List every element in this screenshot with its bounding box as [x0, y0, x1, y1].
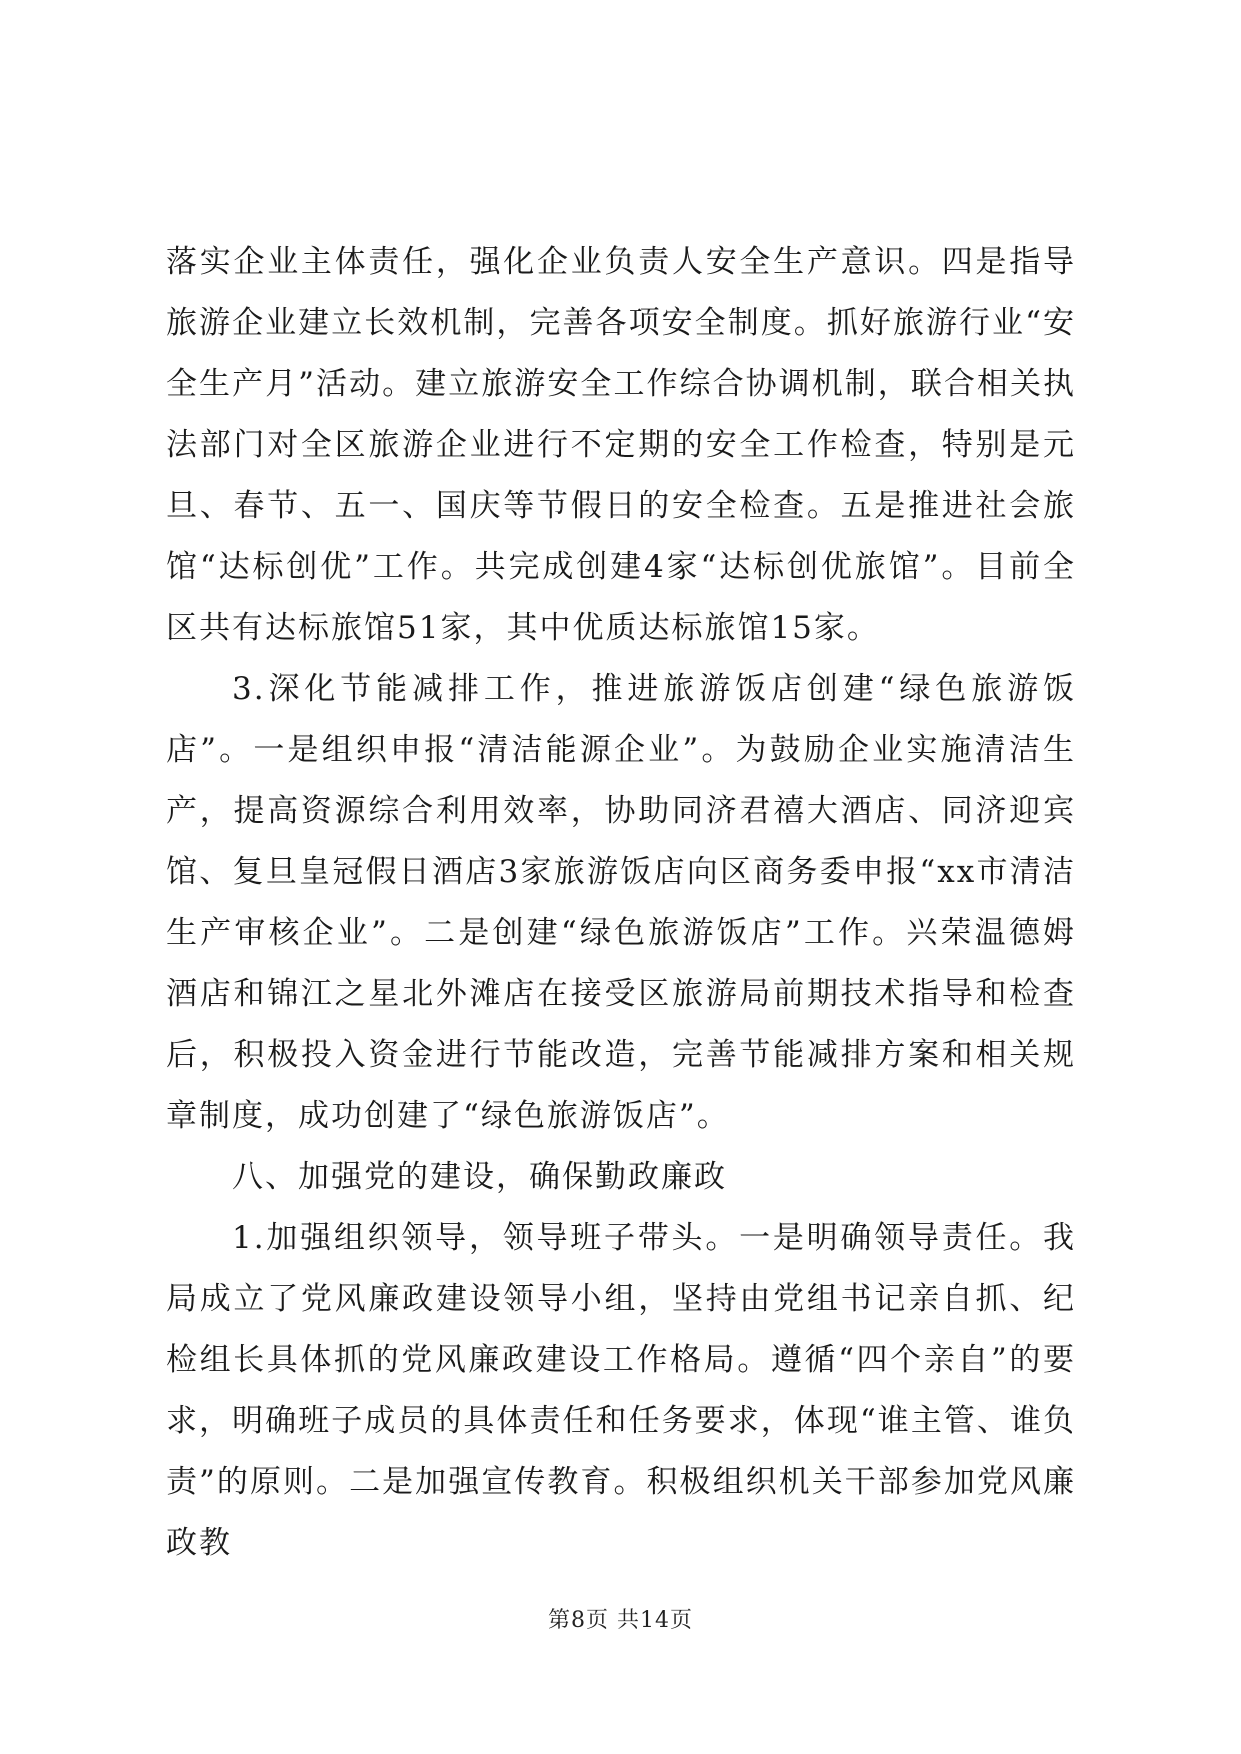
paragraph-safety-continuation: 落实企业主体责任，强化企业负责人安全生产意识。四是指导旅游企业建立长效机制，完善各项安全制度。抓好旅游行业“安全生产月”活动。建立旅游安全工作综合协调机制，联合相关执法部门对全区旅游企业进行不定期的安全工作检查，特别是元旦、春节、五一、国庆等节假日的安全检查。五是推进社会旅馆“达标创优”工作。共完成创建4家“达标创优旅馆”。目前全区共有达标旅馆51家，其中优质达标旅馆15家。 [166, 244, 1076, 646]
document-body [166, 232, 1076, 1574]
section-heading-party-building: 八、加强党的建设，确保勤政廉政 [232, 1159, 727, 1195]
page-number-footer: 第8页 共14页 [548, 1608, 693, 1633]
paragraph-energy-saving: 3.深化节能减排工作，推进旅游饭店创建“绿色旅游饭店”。一是组织申报“清洁能源企业”。为鼓励企业实施清洁生产，提高资源综合利用效率，协助同济君禧大酒店、同济迎宾馆、复旦皇冠假日酒店3家旅游饭店向区商务委申报“xx市清洁生产审核企业”。二是创建“绿色旅游饭店”工作。兴荣温德姆酒店和锦江之星北外滩店在接受区旅游局前期技术指导和检查后，积极投入资金进行节能改造，完善节能减排方案和相关规章制度，成功创建了“绿色旅游饭店”。 [166, 671, 1076, 1134]
paragraph-organization-leadership: 1.加强组织领导，领导班子带头。一是明确领导责任。我局成立了党风廉政建设领导小组，坚持由党组书记亲自抓、纪检组长具体抓的党风廉政建设工作格局。遵循“四个亲自”的要求，明确班子成员的具体责任和任务要求，体现“谁主管、谁负责”的原则。二是加强宣传教育。积极组织机关干部参加党风廉政教 [166, 1220, 1076, 1561]
